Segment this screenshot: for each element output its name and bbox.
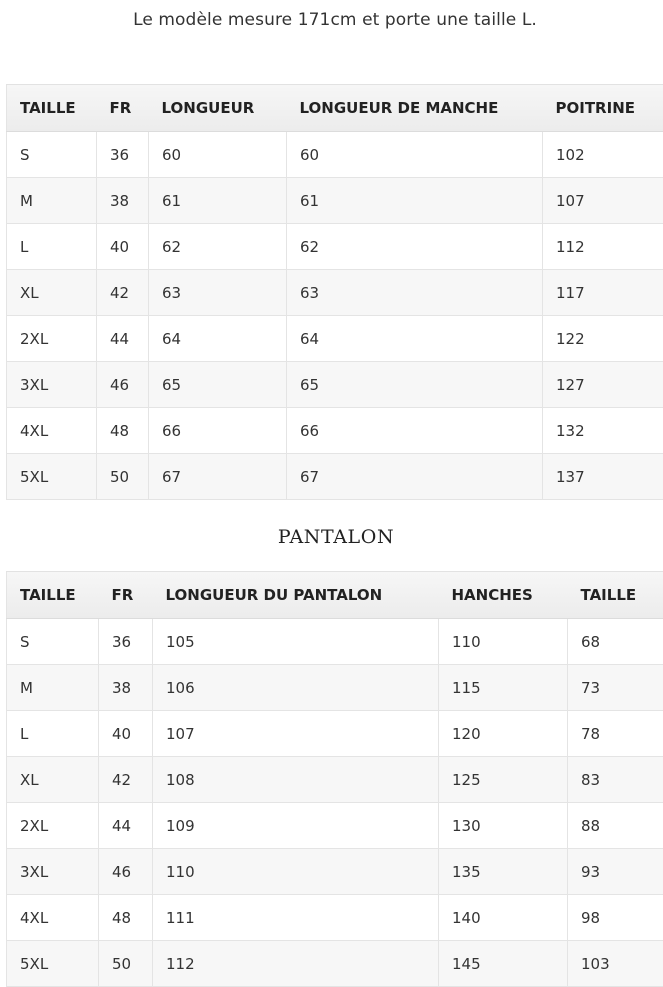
table-cell: 48 xyxy=(97,408,149,454)
table-cell: 112 xyxy=(543,224,663,270)
table-cell: 112 xyxy=(153,941,439,987)
table-cell: 125 xyxy=(439,757,568,803)
table-row xyxy=(7,270,663,316)
table-cell: 64 xyxy=(287,316,543,362)
table-cell: 36 xyxy=(97,132,149,178)
table-cell: 78 xyxy=(568,711,663,757)
table-cell: 107 xyxy=(153,711,439,757)
table-cell: 2XL xyxy=(7,803,99,849)
table-cell: 63 xyxy=(149,270,287,316)
table-cell: 130 xyxy=(439,803,568,849)
table-cell: 50 xyxy=(97,454,149,500)
table-cell: 61 xyxy=(287,178,543,224)
table-cell: L xyxy=(7,711,99,757)
table-cell: 132 xyxy=(543,408,663,454)
column-header-hanches: HANCHES xyxy=(439,572,568,619)
table-cell: 117 xyxy=(543,270,663,316)
table-row xyxy=(7,132,663,178)
column-header-taille-waist: TAILLE xyxy=(568,572,663,619)
column-header-taille: TAILLE xyxy=(7,572,99,619)
table-cell: 106 xyxy=(153,665,439,711)
table-cell: 42 xyxy=(97,270,149,316)
table-cell: 110 xyxy=(439,619,568,665)
table-row xyxy=(7,757,663,803)
table-row xyxy=(7,224,663,270)
table-cell: 42 xyxy=(99,757,153,803)
table-header-row xyxy=(7,85,663,132)
table-cell: 120 xyxy=(439,711,568,757)
table-row xyxy=(7,178,663,224)
column-header-longueur-du-pantalon: LONGUEUR DU PANTALON xyxy=(153,572,439,619)
table-cell: 5XL xyxy=(7,454,97,500)
table-cell: 108 xyxy=(153,757,439,803)
pants-table-body xyxy=(7,619,663,987)
table-cell: 5XL xyxy=(7,941,99,987)
table-row xyxy=(7,665,663,711)
column-header-poitrine: POITRINE xyxy=(543,85,663,132)
table-cell: XL xyxy=(7,757,99,803)
table-cell: 88 xyxy=(568,803,663,849)
table-cell: 62 xyxy=(287,224,543,270)
table-cell: 60 xyxy=(287,132,543,178)
column-header-fr: FR xyxy=(97,85,149,132)
table-row xyxy=(7,362,663,408)
table-cell: M xyxy=(7,178,97,224)
table-row xyxy=(7,316,663,362)
table-cell: 3XL xyxy=(7,362,97,408)
table-cell: 40 xyxy=(97,224,149,270)
pants-size-table xyxy=(6,571,663,987)
column-header-longueur: LONGUEUR xyxy=(149,85,287,132)
table-cell: 107 xyxy=(543,178,663,224)
table-cell: 46 xyxy=(99,849,153,895)
column-header-fr: FR xyxy=(99,572,153,619)
table-cell: 93 xyxy=(568,849,663,895)
table-cell: 46 xyxy=(97,362,149,408)
table-cell: 140 xyxy=(439,895,568,941)
table-cell: 83 xyxy=(568,757,663,803)
top-size-table xyxy=(6,84,663,500)
table-cell: 66 xyxy=(287,408,543,454)
table-row xyxy=(7,711,663,757)
table-cell: 36 xyxy=(99,619,153,665)
table-cell: 98 xyxy=(568,895,663,941)
table-cell: 68 xyxy=(568,619,663,665)
table-cell: 145 xyxy=(439,941,568,987)
table-cell: 3XL xyxy=(7,849,99,895)
table-cell: 65 xyxy=(149,362,287,408)
model-size-caption: Le modèle mesure 171cm et porte une taille L. xyxy=(0,10,663,30)
table-cell: 61 xyxy=(149,178,287,224)
table-cell: 40 xyxy=(99,711,153,757)
table-cell: 110 xyxy=(153,849,439,895)
table-row xyxy=(7,619,663,665)
table-cell: XL xyxy=(7,270,97,316)
table-row xyxy=(7,849,663,895)
table-row xyxy=(7,941,663,987)
table-cell: 44 xyxy=(97,316,149,362)
table-cell: 2XL xyxy=(7,316,97,362)
table-cell: S xyxy=(7,619,99,665)
table-cell: 38 xyxy=(99,665,153,711)
table-cell: 127 xyxy=(543,362,663,408)
table-cell: 137 xyxy=(543,454,663,500)
table-cell: 103 xyxy=(568,941,663,987)
table-row xyxy=(7,454,663,500)
table-cell: 109 xyxy=(153,803,439,849)
column-header-taille: TAILLE xyxy=(7,85,97,132)
table-cell: S xyxy=(7,132,97,178)
table-cell: 67 xyxy=(149,454,287,500)
pants-section-title: PANTALON xyxy=(0,526,663,548)
table-cell: L xyxy=(7,224,97,270)
table-cell: M xyxy=(7,665,99,711)
table-row xyxy=(7,895,663,941)
table-cell: 44 xyxy=(99,803,153,849)
table-cell: 62 xyxy=(149,224,287,270)
table-row xyxy=(7,408,663,454)
table-cell: 63 xyxy=(287,270,543,316)
table-cell: 4XL xyxy=(7,895,99,941)
column-header-longueur-de-manche: LONGUEUR DE MANCHE xyxy=(287,85,543,132)
top-table-body xyxy=(7,132,663,500)
table-cell: 48 xyxy=(99,895,153,941)
table-cell: 105 xyxy=(153,619,439,665)
table-cell: 65 xyxy=(287,362,543,408)
table-cell: 60 xyxy=(149,132,287,178)
table-header-row xyxy=(7,572,663,619)
table-cell: 67 xyxy=(287,454,543,500)
table-cell: 64 xyxy=(149,316,287,362)
table-cell: 115 xyxy=(439,665,568,711)
table-cell: 102 xyxy=(543,132,663,178)
table-row xyxy=(7,803,663,849)
table-cell: 122 xyxy=(543,316,663,362)
table-cell: 4XL xyxy=(7,408,97,454)
table-cell: 50 xyxy=(99,941,153,987)
table-cell: 66 xyxy=(149,408,287,454)
table-cell: 38 xyxy=(97,178,149,224)
table-cell: 111 xyxy=(153,895,439,941)
table-cell: 135 xyxy=(439,849,568,895)
table-cell: 73 xyxy=(568,665,663,711)
